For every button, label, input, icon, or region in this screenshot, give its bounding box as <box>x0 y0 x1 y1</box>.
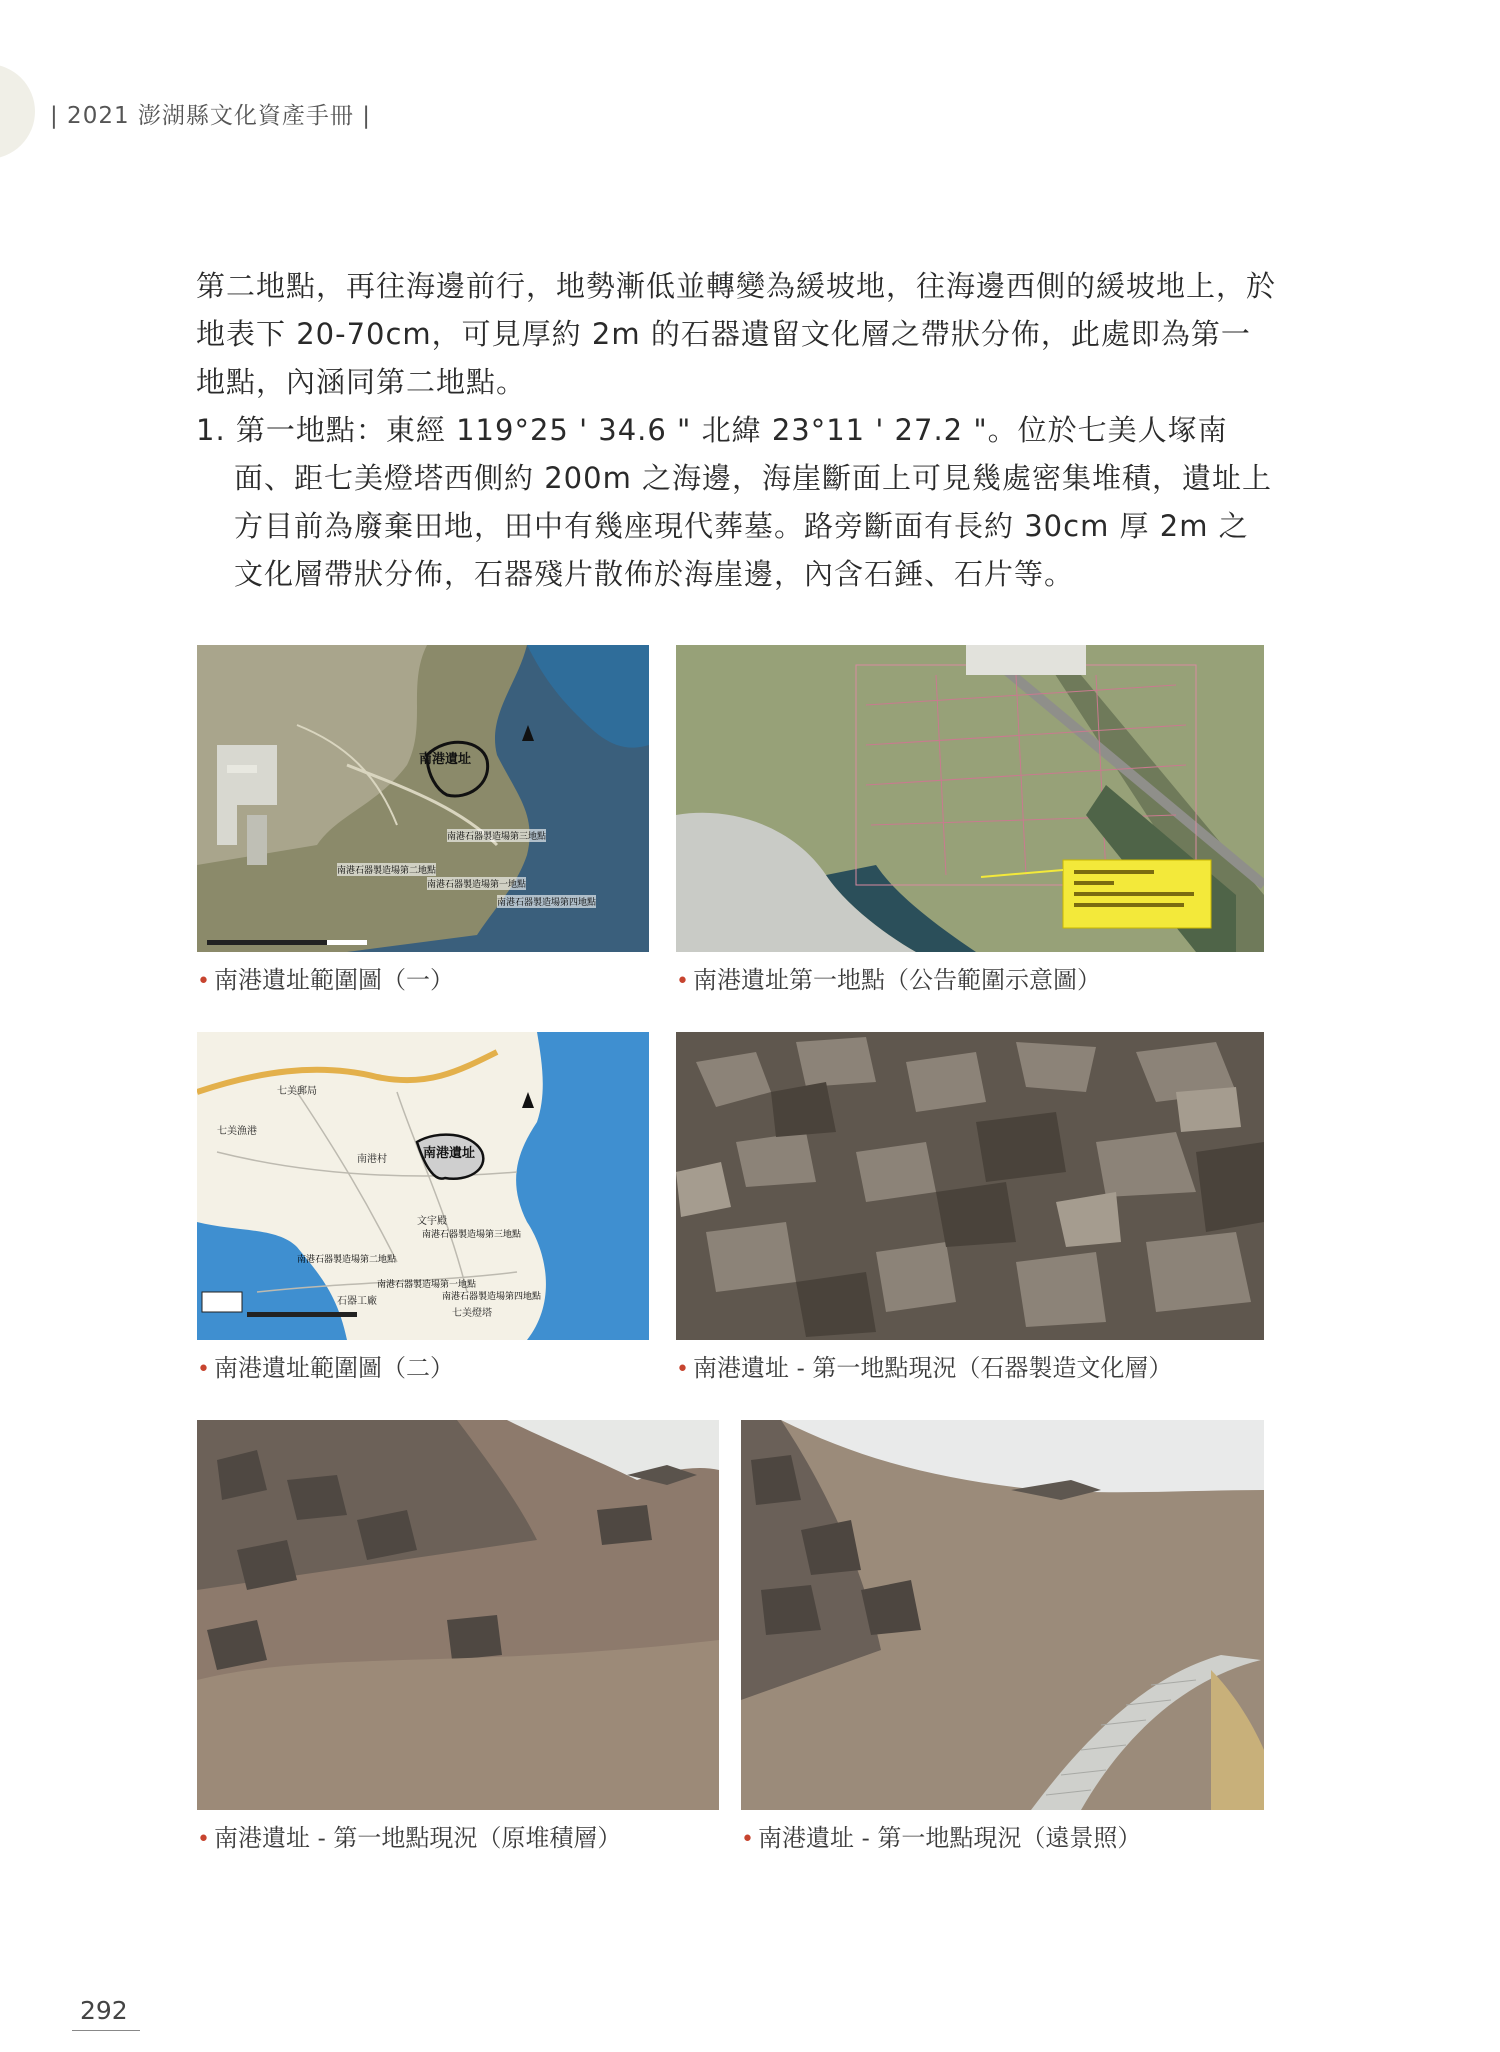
map2-label-fourth: 南港石器製造場第四地點 <box>442 1292 542 1302</box>
map2-lighthouse: 七美燈塔 <box>452 1308 492 1319</box>
caption-6: • 南港遺址 - 第一地點現況（遠景照） <box>741 1824 1142 1852</box>
paragraph-intro: 第二地點，再往海邊前行，地勢漸低並轉變為緩坡地，往海邊西側的緩坡地上，於地表下 20-70cm，可見厚約 2m 的石器遺留文化層之帶狀分佈，此處即為第一地點，內涵同第二地點。 <box>196 269 1277 399</box>
caption-2: • 南港遺址第一地點（公告範圍示意圖） <box>676 966 1101 994</box>
road-map-photo <box>197 1032 649 1340</box>
map1-label-first: 南港石器製造場第一地點 <box>427 877 526 890</box>
map2-label-third: 南港石器製造場第三地點 <box>422 1230 522 1240</box>
map2-label-first: 南港石器製造場第一地點 <box>377 1280 477 1290</box>
rock-layer-photo <box>676 1032 1264 1340</box>
map2-village: 南港村 <box>357 1154 387 1165</box>
distant-view-photo <box>741 1420 1264 1810</box>
corner-decoration <box>0 64 35 159</box>
slope-photo <box>197 1420 719 1810</box>
map2-workshop: 石器工廠 <box>337 1296 377 1307</box>
map1-label-second: 南港石器製造場第二地點 <box>337 863 436 876</box>
caption-4: • 南港遺址 - 第一地點現況（石器製造文化層） <box>676 1354 1173 1382</box>
map1-label-third: 南港石器製造場第三地點 <box>447 829 546 842</box>
page-number-rule <box>72 2030 140 2031</box>
page-number: 292 <box>80 1996 128 2025</box>
paragraph-item-1: 1. 第一地點：東經 119°25 ' 34.6 " 北緯 23°11 ' 27.2 "。位於七美人塚南面、距七美燈塔西側約 200m 之海邊，海崖斷面上可見幾處密集堆積，遺址上方目前為廢棄田地，田中有幾座現代葬墓。路旁斷面有長約 30cm 厚 2m 之文化層帶狀分佈，石器殘片散佈於海崖邊，內含石錘、石片等。 <box>196 413 1273 591</box>
map1-site-label: 南港遺址 <box>419 752 472 767</box>
running-header: | 2021 澎湖縣文化資產手冊 | <box>50 103 371 129</box>
satellite-map-photo <box>197 645 649 952</box>
map2-fishing-port: 七美漁港 <box>217 1126 257 1137</box>
map2-wenyang: 文宇殿 <box>417 1216 447 1227</box>
map1-label-fourth: 南港石器製造場第四地點 <box>497 895 596 908</box>
caption-3: • 南港遺址範圍圖（二） <box>197 1354 454 1382</box>
body-text <box>196 262 1276 598</box>
announcement-map-photo <box>676 645 1264 952</box>
map2-label-second: 南港石器製造場第二地點 <box>297 1255 397 1265</box>
map2-post-office: 七美郵局 <box>277 1086 317 1097</box>
caption-5: • 南港遺址 - 第一地點現況（原堆積層） <box>197 1824 622 1852</box>
caption-1: • 南港遺址範圍圖（一） <box>197 966 454 994</box>
map2-site-label: 南港遺址 <box>423 1146 476 1161</box>
